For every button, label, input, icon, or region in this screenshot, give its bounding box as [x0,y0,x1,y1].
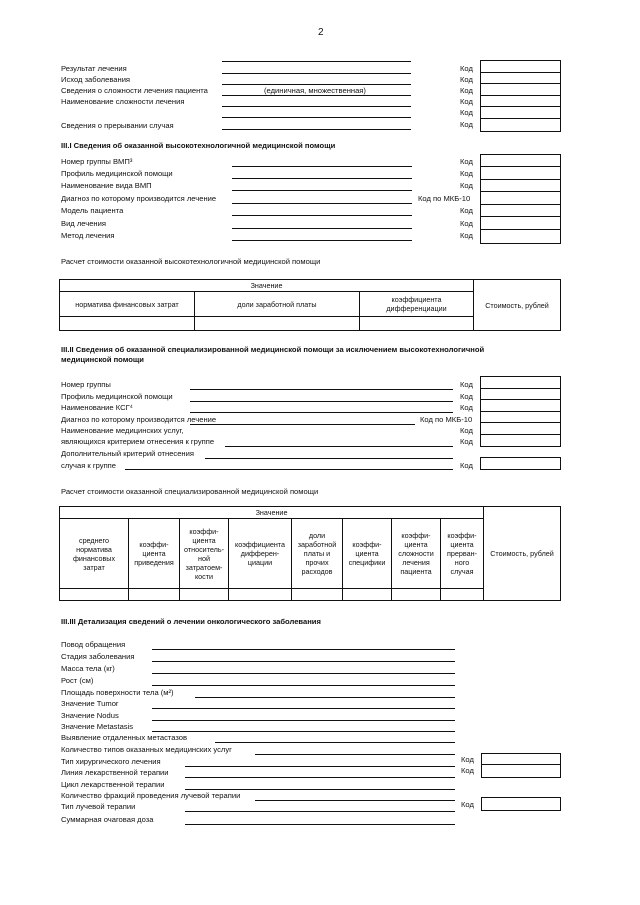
field-label: Площадь поверхности тела (м²) [61,688,174,697]
code-box-divider [481,388,560,389]
code-box-divider [481,422,560,423]
code-box-divider [481,118,560,119]
code-label: Код [460,426,473,435]
input-line[interactable] [185,777,455,778]
input-line[interactable] [185,811,455,812]
table-column-header: коэффи-циента приведения [129,519,180,589]
table-cell[interactable] [60,317,195,331]
code-box-divider [482,764,560,765]
input-line[interactable] [232,190,412,191]
input-line[interactable] [222,129,411,130]
input-line[interactable] [152,649,455,650]
field-label: Диагноз по которому производится лечение [61,194,217,203]
input-line[interactable] [152,720,455,721]
input-line[interactable] [190,401,453,402]
table-column-header: коэффи-циента сложности лечения пациента [392,519,441,589]
input-line[interactable] [152,708,455,709]
table-group-header: Значение [60,507,484,519]
code-label: Код [460,64,473,73]
input-line[interactable] [222,117,411,118]
field-label: являющихся критерием отнесения к группе [61,437,215,446]
field-label: Значение Nodus [61,711,119,720]
input-line[interactable] [232,203,412,204]
input-line[interactable] [185,789,455,790]
code-box-divider [481,83,560,84]
code-label: Код по МКБ-10 [420,415,473,424]
code-label: Код [460,392,473,401]
code-box-divider [481,72,560,73]
input-line[interactable] [222,61,411,62]
field-label: Тип лучевой терапии [61,802,136,811]
field-label: Линия лекарственной терапии [61,768,169,777]
table-column-header: норматива финансовых затрат [60,292,195,317]
field-hint: (единичная, множественная) [264,86,366,95]
field-label: Тип хирургического лечения [61,757,161,766]
table-cell[interactable] [180,589,229,601]
code-label: Код [460,157,473,166]
code-label: Код [460,231,473,240]
calc-title: Расчет стоимости оказанной специализированной медицинской помощи [61,487,319,496]
input-line[interactable] [222,95,411,96]
table-cell[interactable] [441,589,484,601]
field-label: Повод обращения [61,640,126,649]
field-label: Цикл лекарственной терапии [61,780,165,789]
input-line[interactable] [232,228,412,229]
input-line[interactable] [195,697,455,698]
code-label: Код [460,108,473,117]
field-label: Диагноз по которому производится лечение [61,415,217,424]
code-box[interactable] [480,457,561,470]
field-label: Результат лечения [61,64,127,73]
code-box[interactable] [481,797,561,811]
input-line[interactable] [205,458,453,459]
code-box-divider [481,191,560,192]
input-line[interactable] [185,824,455,825]
table-column-header: доли заработной платы [195,292,360,317]
input-line[interactable] [190,424,415,425]
code-box-column[interactable] [481,753,561,778]
code-box-divider [481,179,560,180]
code-box-divider [481,229,560,230]
field-label: Наименование медицинских услуг, [61,426,184,435]
code-box-divider [481,434,560,435]
input-line[interactable] [185,766,455,767]
code-label: Код [460,97,473,106]
code-label: Код [460,75,473,84]
field-label: Профиль медицинской помощи [61,392,173,401]
code-label: Код [461,800,474,809]
field-label: Значение Tumor [61,699,119,708]
code-box-divider [481,166,560,167]
field-label: Наименование вида ВМП [61,181,152,190]
field-label: Количество фракций проведения лучевой терапии [61,791,241,800]
field-label: Метод лечения [61,231,115,240]
code-box-column[interactable] [480,60,561,132]
code-box-divider [481,95,560,96]
field-label: Номер группы [61,380,111,389]
code-label: Код [460,86,473,95]
input-line[interactable] [225,446,453,447]
input-line[interactable] [152,661,455,662]
field-label: Количество типов оказанных медицинских услуг [61,745,232,754]
code-label: Код [461,755,474,764]
field-label: Рост (см) [61,676,94,685]
input-line[interactable] [152,673,455,674]
table-group-header: Значение [60,280,474,292]
table-cell[interactable] [129,589,180,601]
table-column-header: коэффициента дифференциации [360,292,474,317]
table-cell[interactable] [360,317,474,331]
input-line[interactable] [232,240,412,241]
vmp-cost-table [59,279,561,331]
input-line[interactable] [190,389,453,390]
table-column-header: среднего норматива финансовых затрат [60,519,129,589]
code-box-divider [481,399,560,400]
table-cost-header: Стоимость, рублей [484,507,561,601]
input-line[interactable] [152,731,455,732]
section-title: III.III Детализация сведений о лечении онкологического заболевания [61,617,321,626]
table-cell[interactable] [195,317,360,331]
code-label: Код [460,169,473,178]
section-title: III.I Сведения об оказанной высокотехнологичной медицинской помощи [61,141,336,150]
code-box-divider [481,106,560,107]
code-label: Код [460,120,473,129]
table-column-header: коэффи-циента прерван-ного случая [441,519,484,589]
field-label: Выявление отдаленных метастазов [61,733,188,742]
code-box-divider [481,411,560,412]
input-line[interactable] [190,412,453,413]
input-line[interactable] [222,84,411,85]
code-label: Код [460,181,473,190]
input-line[interactable] [255,800,455,801]
field-label: Стадия заболевания [61,652,135,661]
table-cell[interactable] [229,589,292,601]
field-label: Значение Metastasis [61,722,134,731]
field-label: Модель пациента [61,206,124,215]
field-label: Номер группы ВМП³ [61,157,133,166]
field-label: Сведения о сложности лечения пациента [61,86,208,95]
field-label: Сведения о прерывании случая [61,121,174,130]
input-line[interactable] [222,73,411,74]
field-label: Масса тела (кг) [61,664,115,673]
field-label: Исход заболевания [61,75,131,84]
page-number: 2 [318,27,324,38]
code-box-divider [481,216,560,217]
table-cost-header: Стоимость, рублей [474,280,561,331]
table-cell[interactable] [60,589,129,601]
input-line[interactable] [232,166,412,167]
table-column-header: коэффициента дифферен-циации [229,519,292,589]
field-label: Дополнительный критерий отнесения [61,449,194,458]
code-label: Код [460,380,473,389]
input-line[interactable] [222,106,411,107]
input-line[interactable] [215,742,455,743]
input-line[interactable] [152,685,455,686]
code-label: Код [460,403,473,412]
field-label: Профиль медицинской помощи [61,169,173,178]
input-line[interactable] [125,469,453,470]
calc-title: Расчет стоимости оказанной высокотехнологичной медицинской помощи [61,257,321,266]
code-label: Код [460,437,473,446]
table-column-header: коэффи-циента специфики [343,519,392,589]
code-box-column[interactable] [480,154,561,244]
code-label: Код [460,219,473,228]
code-box-divider [481,204,560,205]
table-column-header: доли заработной платы и прочих расходов [292,519,343,589]
code-label: Код [460,206,473,215]
table-cell[interactable] [392,589,441,601]
input-line[interactable] [255,754,455,755]
field-label: Наименование КСГ⁴ [61,403,133,412]
input-line[interactable] [232,178,412,179]
specialized-cost-table [59,506,561,601]
section-title: III.II Сведения об оказанной специализированной медицинской помощи за исключением высокотехнологичной медицинской помощи [61,345,485,365]
input-line[interactable] [232,215,412,216]
table-column-header: коэффи-циента относитель-ной затратоем-кости [180,519,229,589]
field-label: случая к группе [61,461,117,470]
field-label: Суммарная очаговая доза [61,815,154,824]
code-label: Код по МКБ-10 [418,194,471,203]
code-label: Код [461,766,474,775]
field-label: Наименование сложности лечения [61,97,185,106]
field-label: Вид лечения [61,219,106,228]
table-cell[interactable] [343,589,392,601]
code-label: Код [460,461,473,470]
table-cell[interactable] [292,589,343,601]
